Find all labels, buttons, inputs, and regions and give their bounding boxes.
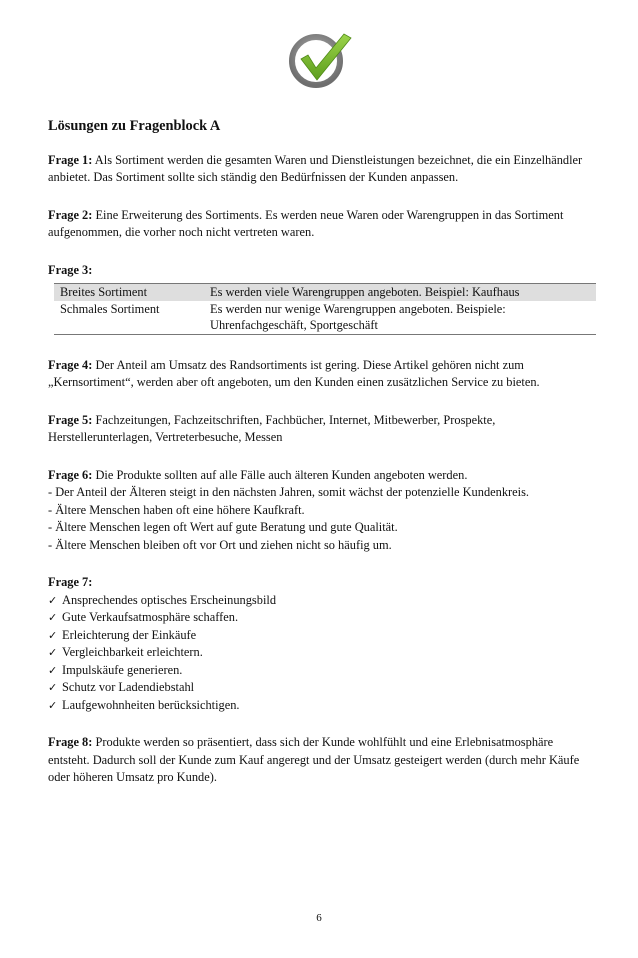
answer-3-label: Frage 3: [48, 262, 93, 277]
answer-1-text: Als Sortiment werden die gesamten Waren und Dienstleistungen bezeichnet, die ein Einzelhändler anbietet. Das Sortiment sollte sich ständig den Bedürfnissen der Kunden anpassen. [48, 152, 583, 184]
list-item [48, 662, 596, 680]
answer-6 [48, 467, 596, 555]
list-item-text: Schutz vor Ladendiebstahl [62, 680, 195, 694]
check-icon: ✓ [48, 663, 58, 677]
answer-4 [48, 357, 596, 392]
check-icon: ✓ [48, 593, 58, 607]
table-cell-term: Breites Sortiment [54, 284, 204, 301]
answer-8-label: Frage 8: [48, 735, 93, 749]
assortment-table [54, 283, 596, 335]
table-row [54, 301, 596, 335]
list-item-text: Gute Verkaufsatmosphäre schaffen. [62, 610, 239, 624]
answer-6-line: - Ältere Menschen legen oft Wert auf gute Beratung und gute Qualität. [48, 520, 398, 534]
checklist [48, 592, 596, 715]
answer-8-text: Produkte werden so präsentiert, dass sich der Kunde wohlfühlt und eine Erlebnisatmosphäre entsteht. Dadurch soll der Kunde zum Kauf angeregt und der Umsatz gesteigert werden (durch mehr Käufe oder höheren Umsatz pro Kunde). [48, 735, 580, 784]
check-icon: ✓ [48, 611, 58, 624]
table-cell-description: Es werden viele Warengruppen angeboten. Beispiel: Kaufhaus [204, 284, 596, 301]
list-item [48, 609, 596, 627]
answer-1 [48, 152, 596, 187]
check-icon: ✓ [48, 628, 58, 642]
table-cell-description: Es werden nur wenige Warengruppen angeboten. Beispiele: Uhrenfachgeschäft, Sportgeschäft [204, 301, 596, 335]
page-number: 6 [316, 912, 322, 924]
list-item-text: Laufgewohnheiten berücksichtigen. [62, 697, 240, 712]
check-icon: ✓ [48, 646, 58, 659]
answer-5 [48, 412, 596, 447]
answer-7 [48, 574, 596, 714]
table-cell-term: Schmales Sortiment [54, 301, 204, 335]
answer-5-text: Fachzeitungen, Fachzeitschriften, Fachbücher, Internet, Mitbewerber, Prospekte, Herstellerunterlagen, Vertreterbesuche, Messen [48, 412, 496, 444]
answer-6-label: Frage 6: [48, 467, 93, 482]
answer-7-label: Frage 7: [48, 575, 93, 589]
list-item [48, 592, 596, 610]
list-item [48, 627, 596, 645]
answer-3 [48, 262, 596, 280]
answer-6-line: - Der Anteil der Älteren steigt in den nächsten Jahren, somit wächst der potenzielle Kundenkreis. [48, 485, 530, 499]
answer-6-line: - Ältere Menschen bleiben oft vor Ort und ziehen nicht so häufig um. [48, 537, 392, 552]
answer-4-label: Frage 4: [48, 357, 93, 372]
list-item-text: Ansprechendes optisches Erscheinungsbild [62, 592, 277, 607]
table-row [54, 284, 596, 301]
list-item [48, 679, 596, 697]
list-item [48, 697, 596, 715]
answer-6-text: Die Produkte sollten auf alle Fälle auch älteren Kunden angeboten werden. [92, 467, 468, 482]
answer-8 [48, 734, 596, 787]
list-item-text: Impulskäufe generieren. [62, 662, 183, 677]
check-icon: ✓ [48, 698, 58, 712]
answer-2-label: Frage 2: [48, 207, 93, 222]
section-heading: Lösungen zu Fragenblock A [48, 118, 221, 134]
answer-1-label: Frage 1: [48, 152, 93, 167]
answer-2-text: Eine Erweiterung des Sortiments. Es werden neue Waren oder Warengruppen in das Sortiment aufgenommen, die vorher noch nicht vertreten waren. [48, 207, 564, 239]
checkmark-circle-icon [286, 28, 354, 90]
answer-6-line: - Ältere Menschen haben oft eine höhere Kaufkraft. [48, 502, 305, 517]
list-item-text: Erleichterung der Einkäufe [62, 627, 197, 642]
solutions-content [48, 118, 596, 807]
list-item-text: Vergleichbarkeit erleichtern. [62, 645, 203, 659]
answer-5-label: Frage 5: [48, 412, 93, 427]
check-icon: ✓ [48, 681, 58, 694]
answer-4-text: Der Anteil am Umsatz des Randsortiments ist gering. Diese Artikel gehören nicht zum „Kernsortiment“, werden aber oft angeboten, um den Kunden einen zusätzlichen Service zu bieten. [48, 357, 540, 389]
answer-2 [48, 207, 596, 242]
list-item [48, 644, 596, 662]
